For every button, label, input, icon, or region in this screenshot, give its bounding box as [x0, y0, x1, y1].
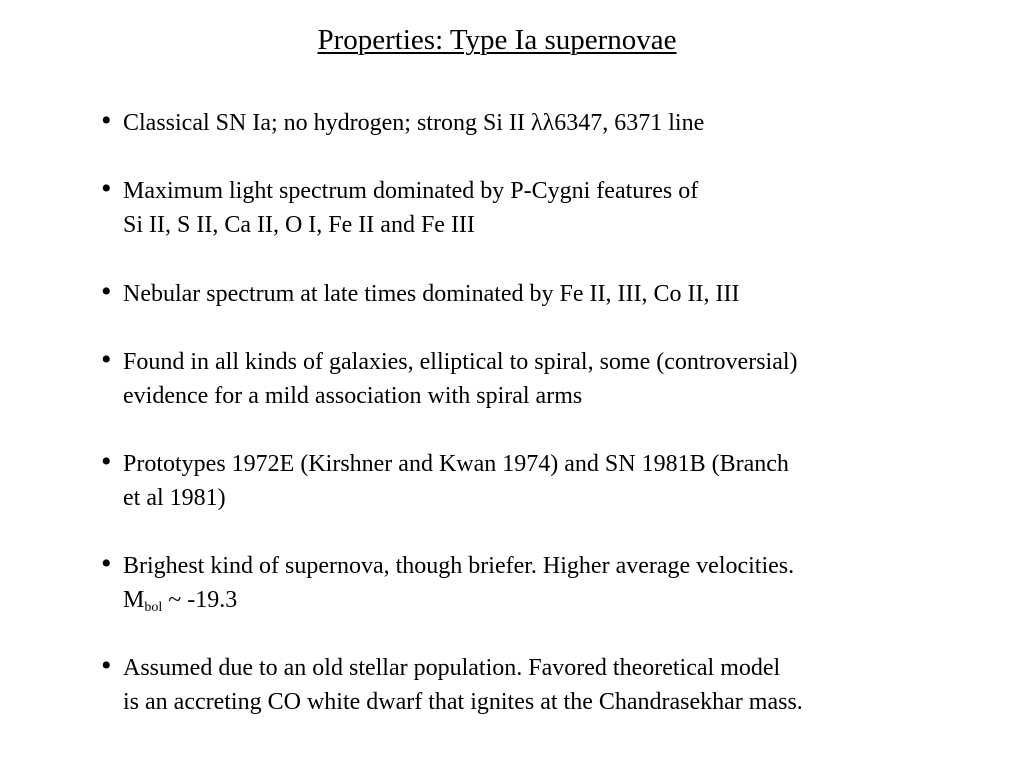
- bullet-dot-icon: •: [101, 343, 112, 376]
- bullet-continuation: Si II, S II, Ca II, O I, Fe II and Fe III: [123, 212, 475, 238]
- bullet-dot-icon: •: [101, 547, 112, 580]
- bullet-line: [101, 106, 704, 140]
- magnitude-subscript: bol: [144, 600, 163, 615]
- slide-title: Properties: Type Ia supernovae: [317, 24, 677, 56]
- bullet-text: Assumed due to an old stellar population. Favored theoretical model: [123, 655, 781, 681]
- bullet-item: [101, 549, 794, 617]
- bullet-dot-icon: •: [101, 104, 112, 137]
- bullet-item: [101, 651, 803, 719]
- bullet-continuation: [101, 583, 794, 617]
- bullet-text: Classical SN Ia; no hydrogen; strong Si II λλ6347, 6371 line: [123, 110, 705, 136]
- bullet-line: [101, 651, 803, 685]
- bullet-dot-icon: •: [101, 445, 112, 478]
- bullet-text: Found in all kinds of galaxies, elliptical to spiral, some (controversial): [123, 349, 798, 375]
- bullet-text: Brighest kind of supernova, though briefer. Higher average velocities.: [123, 553, 795, 579]
- bullet-line: [101, 277, 739, 311]
- bullet-line: [101, 345, 798, 379]
- bullet-text: Prototypes 1972E (Kirshner and Kwan 1974) and SN 1981B (Branch: [123, 451, 789, 477]
- bullet-continuation: evidence for a mild association with spiral arms: [123, 383, 583, 409]
- bullet-continuation: is an accreting CO white dwarf that ignites at the Chandrasekhar mass.: [123, 689, 803, 715]
- bullet-dot-icon: •: [101, 172, 112, 205]
- bullet-line: [101, 549, 794, 583]
- bullet-dot-icon: •: [101, 275, 112, 308]
- magnitude-value: ~ -19.3: [162, 587, 238, 613]
- bullet-item: [101, 106, 704, 140]
- bullet-line: [101, 447, 789, 481]
- bullet-continuation: et al 1981): [123, 485, 226, 511]
- bullet-item: [101, 447, 789, 515]
- bullet-text: Maximum light spectrum dominated by P-Cygni features of: [123, 178, 699, 204]
- bullet-item: [101, 277, 739, 311]
- magnitude-symbol: M: [123, 587, 145, 613]
- bullet-dot-icon: •: [101, 649, 112, 682]
- bullet-text: Nebular spectrum at late times dominated by Fe II, III, Co II, III: [123, 281, 740, 307]
- bullet-line: [101, 174, 698, 208]
- bullet-item: [101, 345, 798, 413]
- bullet-item: [101, 174, 698, 242]
